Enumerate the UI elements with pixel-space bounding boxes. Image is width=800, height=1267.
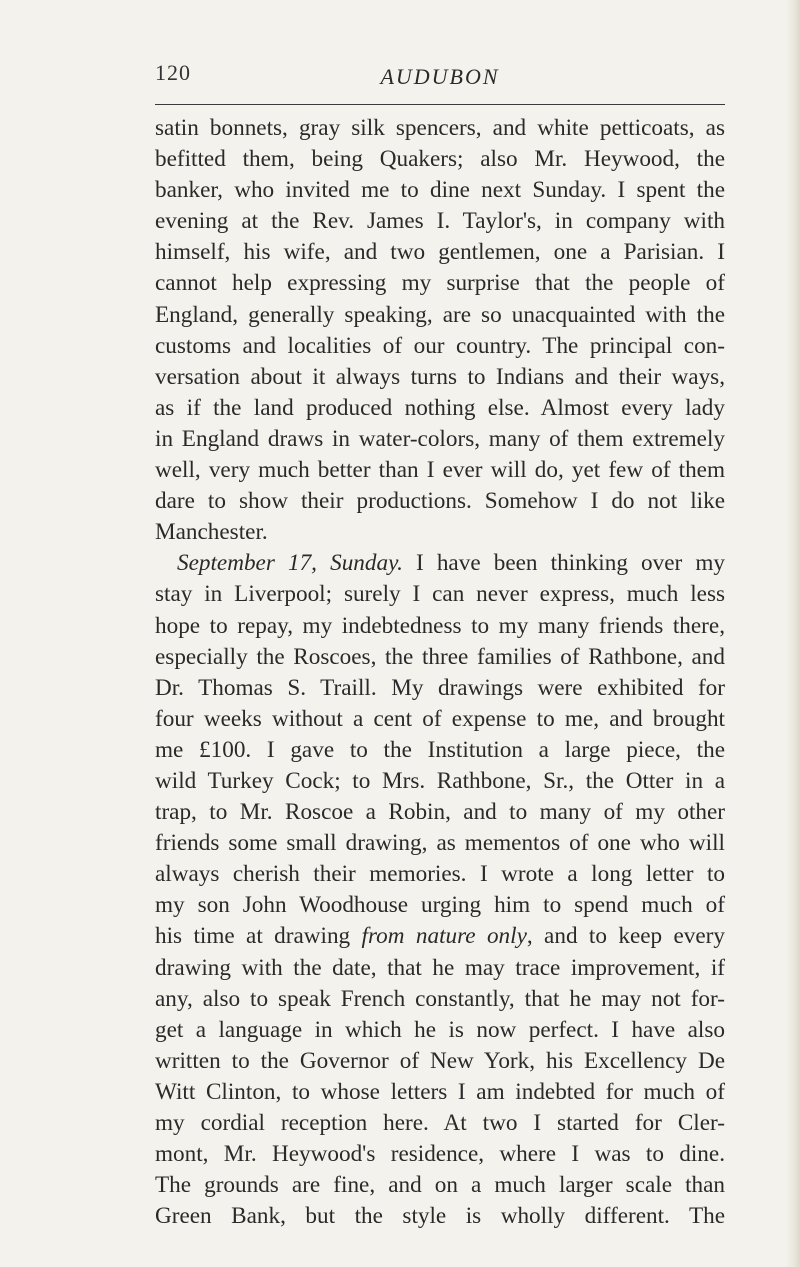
page-number: 120 <box>155 60 191 85</box>
text-line: me £100. I gave to the Institution a large piece, the <box>155 736 725 763</box>
entry-date: September 17, Sunday. <box>177 550 403 577</box>
text-line: Green Bank, but the style is wholly different. The <box>155 1203 725 1230</box>
text-line: The grounds are fine, and on a much larger scale than <box>155 1172 725 1199</box>
text-line: get a language in which he is now perfect. I have also <box>155 1016 725 1043</box>
page-header <box>155 58 725 105</box>
text-line: always cherish their memories. I wrote a long letter to <box>155 861 725 888</box>
entry-text: I have been thinking over my <box>402 550 725 577</box>
text-line: Witt Clinton, to whose letters I am indebted for much of <box>155 1078 725 1105</box>
text-line: well, very much better than I ever will do, yet few of them <box>155 457 725 484</box>
text-line: Manchester. <box>155 519 268 546</box>
text-line: written to the Governor of New York, his Excellency De <box>155 1047 725 1074</box>
running-title: AUDUBON <box>380 64 500 89</box>
text-line: England, generally speaking, are so unacquainted with the <box>155 301 725 328</box>
text-line: trap, to Mr. Roscoe a Robin, and to many of my other <box>155 799 725 826</box>
page-edge <box>786 0 800 1267</box>
text-line: befitted them, being Quakers; also Mr. Heywood, the <box>155 146 725 173</box>
text-line: my son John Woodhouse urging him to spend much of <box>155 892 725 919</box>
emphasized-phrase: from nature only <box>361 923 527 950</box>
text-line: hope to repay, my indebtedness to my many friends there, <box>155 612 725 639</box>
text-line: drawing with the date, that he may trace improvement, if <box>155 954 725 981</box>
text-line: mont, Mr. Heywood's residence, where I was to dine. <box>155 1141 725 1168</box>
text-line: any, also to speak French constantly, that he may not for- <box>155 985 725 1012</box>
text-line: wild Turkey Cock; to Mrs. Rathbone, Sr., the Otter in a <box>155 767 725 794</box>
text-line: banker, who invited me to dine next Sunday. I spent the <box>155 177 725 204</box>
text-line: satin bonnets, gray silk spencers, and white petticoats, as <box>155 115 725 141</box>
text-line: as if the land produced nothing else. Almost every lady <box>155 394 725 421</box>
text-line: versation about it always turns to Indians and their ways, <box>155 363 725 390</box>
text-line: cannot help expressing my surprise that the people of <box>155 270 725 297</box>
text-line-emphasis <box>155 921 725 952</box>
text-line: himself, his wife, and two gentlemen, one a Parisian. I <box>155 239 725 266</box>
text-line-dated-entry <box>155 548 725 579</box>
text-line: especially the Roscoes, the three families of Rathbone, and <box>155 643 725 670</box>
text-line: friends some small drawing, as mementos of one who will <box>155 830 725 857</box>
text-line: dare to show their productions. Somehow I do not like <box>155 488 725 515</box>
text-line: Dr. Thomas S. Traill. My drawings were exhibited for <box>155 674 725 701</box>
text-line: in England draws in water-colors, many of them extremely <box>155 425 725 452</box>
text-line: evening at the Rev. James I. Taylor's, in company with <box>155 208 725 235</box>
text-line: customs and localities of our country. The principal con- <box>155 332 725 359</box>
body-text <box>155 113 725 1232</box>
text-line: four weeks without a cent of expense to me, and brought <box>155 705 725 732</box>
text-line: stay in Liverpool; surely I can never express, much less <box>155 581 725 608</box>
line-prefix: his time at drawing <box>155 923 362 950</box>
line-suffix: , and to keep every <box>526 923 726 950</box>
text-line: my cordial reception here. At two I started for Cler- <box>155 1110 725 1136</box>
